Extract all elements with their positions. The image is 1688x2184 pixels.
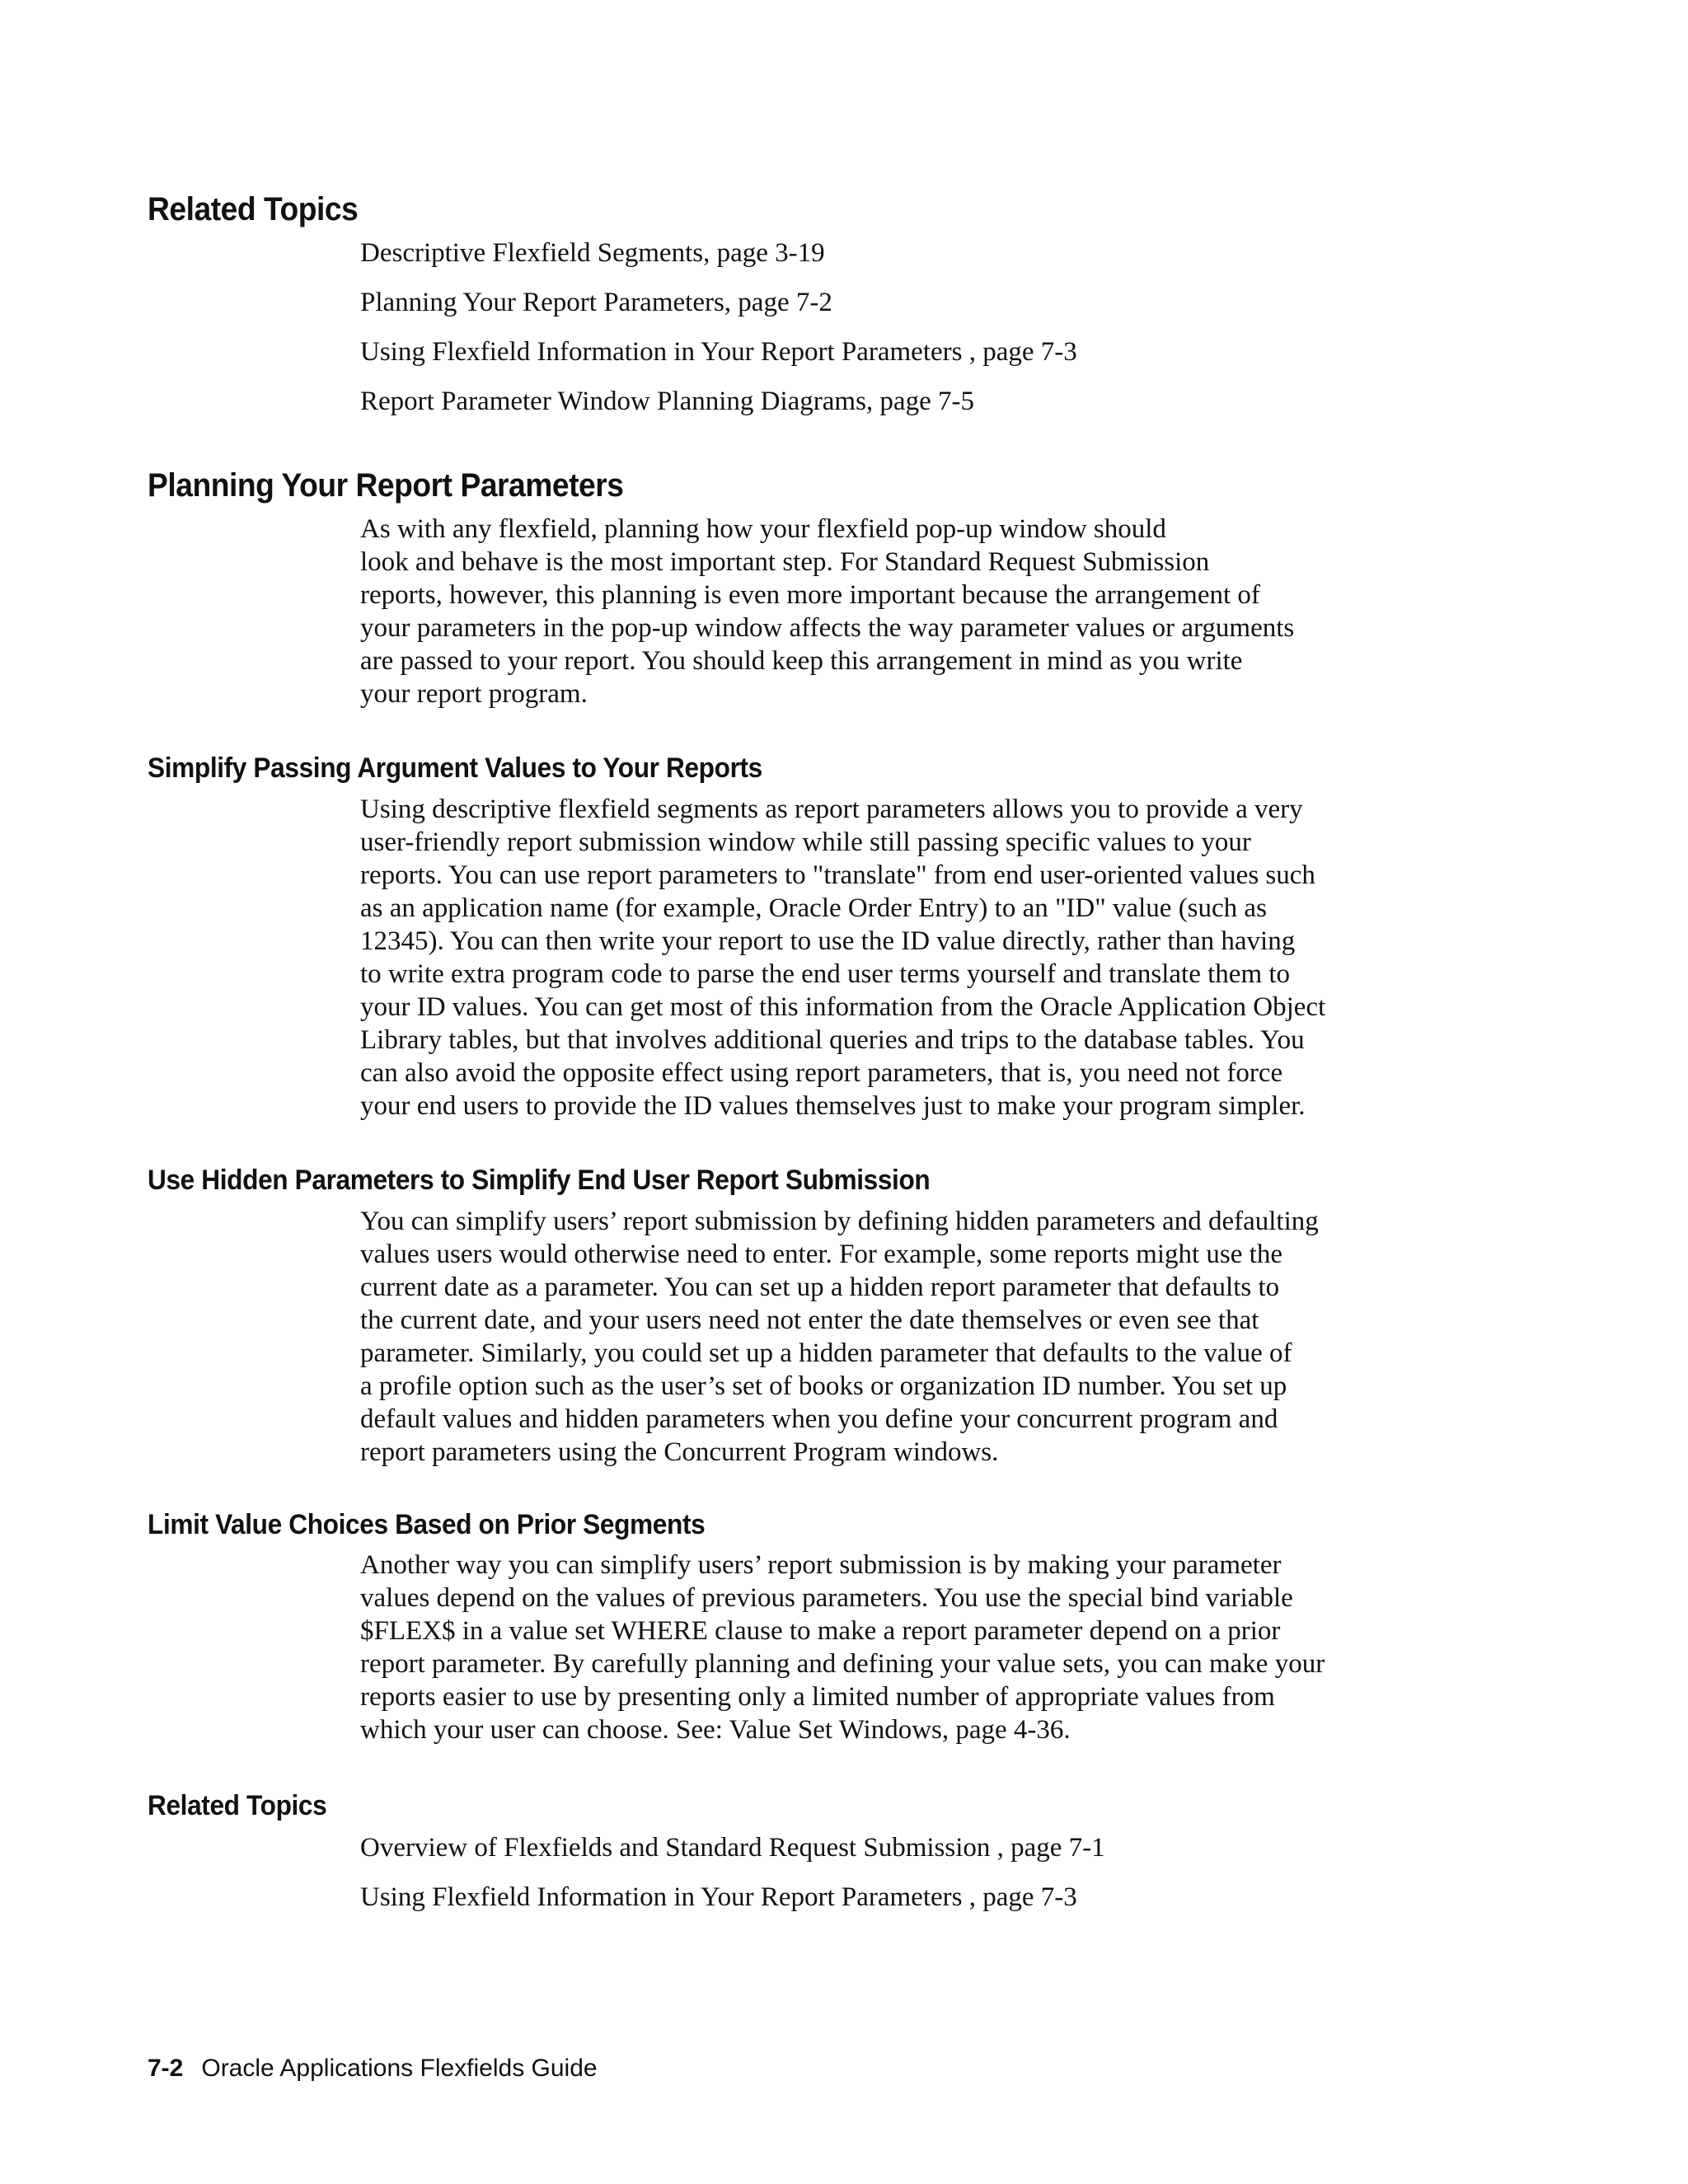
related-topics-heading: Related Topics: [148, 1790, 327, 1821]
text-line: to write extra program code to parse the end user terms yourself and translate them to: [360, 959, 1291, 989]
subsection-heading-limit-values: Limit Value Choices Based on Prior Segments: [148, 1509, 706, 1540]
text-line: your parameters in the pop-up window affects the way parameter values or arguments: [360, 613, 1295, 643]
text-line: a profile option such as the user’s set of books or organization ID number. You set up: [360, 1371, 1287, 1401]
related-topic-link[interactable]: Using Flexfield Information in Your Report Parameters , page 7-3: [360, 337, 1077, 367]
text-line: user-friendly report submission window while still passing specific values to your: [360, 827, 1251, 857]
text-line: report parameters using the Concurrent Program windows.: [360, 1437, 999, 1467]
planning-paragraph: [360, 513, 1448, 710]
related-topic-link[interactable]: Descriptive Flexfield Segments, page 3-19: [360, 238, 825, 268]
text-line: as an application name (for example, Oracle Order Entry) to an "ID" value (such as: [360, 893, 1267, 923]
text-line: values depend on the values of previous parameters. You use the special bind variable: [360, 1583, 1293, 1613]
related-topic-link[interactable]: Overview of Flexfields and Standard Request Submission , page 7-1: [360, 1833, 1105, 1863]
related-topic-link[interactable]: Using Flexfield Information in Your Report Parameters , page 7-3: [360, 1882, 1077, 1912]
simplify-paragraph: [360, 793, 1448, 1122]
subsection-heading-simplify: Simplify Passing Argument Values to Your Reports: [148, 752, 762, 784]
related-topics-heading: Related Topics: [148, 191, 359, 227]
text-line: values users would otherwise need to enter. For example, some reports might use the: [360, 1240, 1282, 1269]
text-line: reports, however, this planning is even more important because the arrangement of: [360, 580, 1260, 610]
related-topics-list: [360, 1831, 1105, 1914]
text-line: parameter. Similarly, you could set up a hidden parameter that defaults to the value of: [360, 1338, 1292, 1368]
text-line: default values and hidden parameters when you define your concurrent program and: [360, 1404, 1278, 1434]
text-line: your ID values. You can get most of this information from the Oracle Application Object: [360, 992, 1326, 1022]
text-line: Using descriptive flexfield segments as report parameters allows you to provide a very: [360, 794, 1303, 824]
text-line: reports easier to use by presenting only a limited number of appropriate values from: [360, 1682, 1275, 1712]
book-title: Oracle Applications Flexfields Guide: [201, 2055, 598, 2082]
subsection-heading-hidden-parameters: Use Hidden Parameters to Simplify End User Report Submission: [148, 1165, 931, 1196]
hidden-parameters-paragraph: [360, 1205, 1448, 1469]
text-line: Another way you can simplify users’ report submission is by making your parameter: [360, 1550, 1282, 1580]
text-line: which your user can choose. See: Value Set Windows, page 4-36.: [360, 1715, 1071, 1745]
limit-values-paragraph: [360, 1549, 1448, 1746]
section-heading-planning: Planning Your Report Parameters: [148, 467, 624, 504]
text-line: your end users to provide the ID values themselves just to make your program simpler.: [360, 1091, 1306, 1121]
text-line: Library tables, but that involves additional queries and trips to the database tables. You: [360, 1025, 1305, 1055]
text-line: As with any flexfield, planning how your flexfield pop-up window should: [360, 514, 1166, 544]
related-topics-list: [360, 237, 1077, 418]
text-line: look and behave is the most important step. For Standard Request Submission: [360, 547, 1210, 577]
text-line: current date as a parameter. You can set up a hidden report parameter that defaults to: [360, 1272, 1280, 1302]
text-line: 12345). You can then write your report to use the ID value directly, rather than having: [360, 926, 1296, 956]
text-line: $FLEX$ in a value set WHERE clause to make a report parameter depend on a prior: [360, 1616, 1281, 1646]
text-line: can also avoid the opposite effect using report parameters, that is, you need not force: [360, 1058, 1283, 1088]
text-line: reports. You can use report parameters to "translate" from end user-oriented values such: [360, 860, 1315, 890]
page-footer: [148, 2054, 598, 2083]
text-line: are passed to your report. You should keep this arrangement in mind as you write: [360, 646, 1243, 676]
page-number: 7-2: [148, 2055, 184, 2082]
text-line: the current date, and your users need not enter the date themselves or even see that: [360, 1305, 1259, 1335]
text-line: report parameter. By carefully planning and defining your value sets, you can make your: [360, 1649, 1325, 1679]
related-topic-link[interactable]: Report Parameter Window Planning Diagrams, page 7-5: [360, 387, 974, 416]
related-topic-link[interactable]: Planning Your Report Parameters, page 7-2: [360, 288, 832, 317]
text-line: your report program.: [360, 679, 588, 709]
text-line: You can simplify users’ report submission by defining hidden parameters and defaulting: [360, 1207, 1319, 1236]
